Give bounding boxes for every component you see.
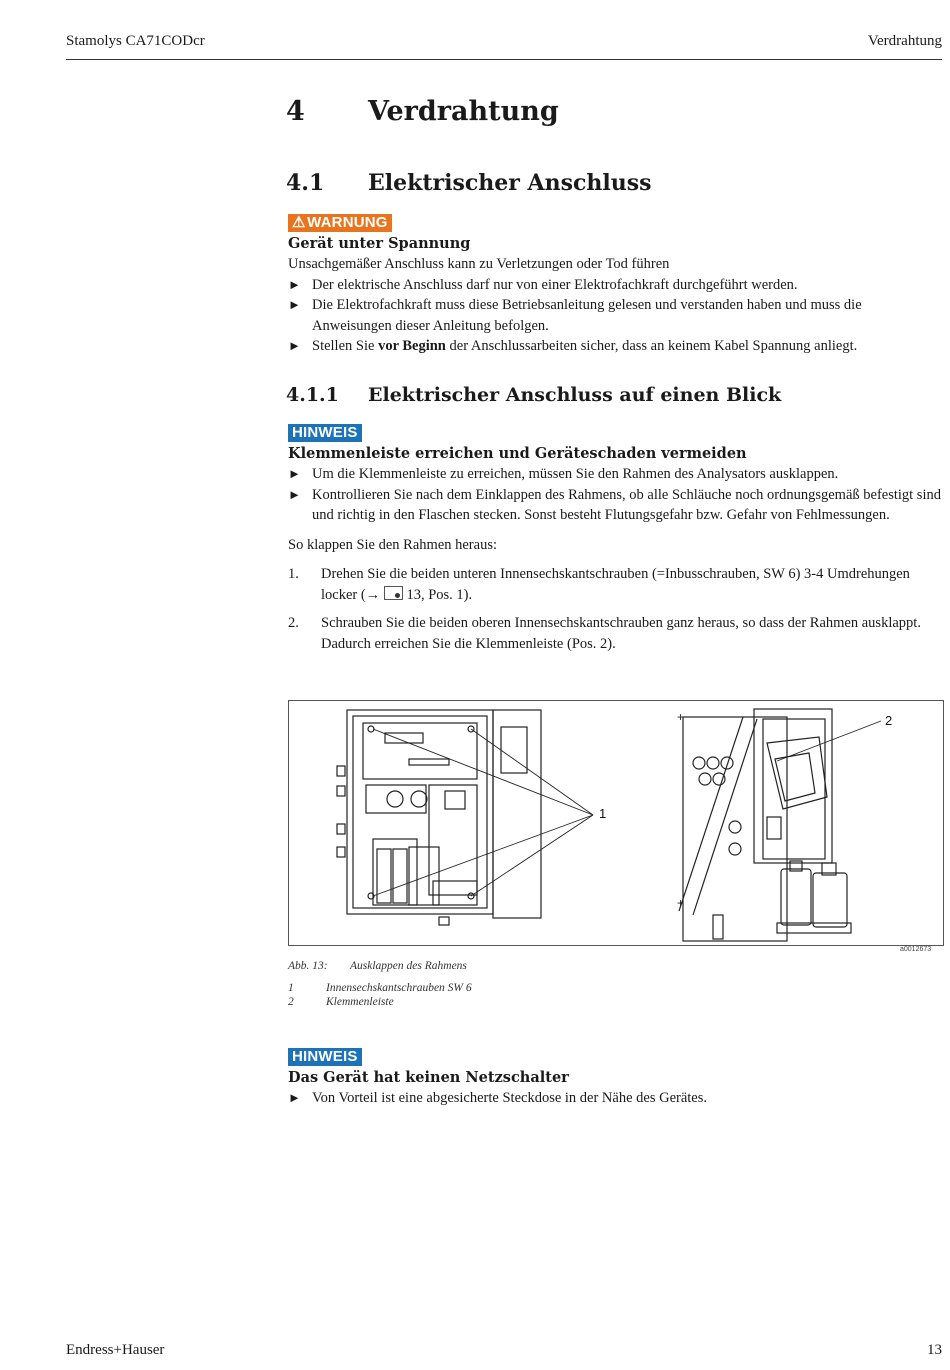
footer-brand: Endress+Hauser bbox=[66, 1342, 165, 1358]
subsection-title: Elektrischer Anschluss auf einen Blick bbox=[368, 384, 782, 406]
warning-heading: Gerät unter Spannung bbox=[288, 234, 471, 252]
warning-badge bbox=[288, 214, 392, 232]
note-badge: HINWEIS bbox=[288, 1048, 362, 1066]
arrow-right-icon: ► bbox=[288, 338, 301, 353]
procedure-step: 1. Drehen Sie die beiden unteren Innensechskantschrauben (=Inbusschrauben, SW 6) 3-4 Umdrehungen locker (→ 13, Pos. 1). bbox=[288, 566, 910, 603]
arrow-right-icon: ► bbox=[288, 1090, 301, 1105]
section-title: Elektrischer Anschluss bbox=[368, 170, 652, 196]
chapter-number: 4 bbox=[286, 96, 305, 127]
note-heading: Das Gerät hat keinen Netzschalter bbox=[288, 1068, 569, 1086]
subsection-heading bbox=[286, 384, 781, 406]
header-rule bbox=[66, 59, 942, 60]
figure-reference-icon[interactable] bbox=[384, 586, 403, 600]
procedure-step: 2. Schrauben Sie die beiden oberen Innensechskantschrauben ganz heraus, so dass der Rahmen ausklappt. Dadurch erreichen Sie die Klemmenleiste (Pos. 2). bbox=[288, 615, 921, 652]
figure-caption: Abb. 13: Ausklappen des Rahmens bbox=[288, 960, 467, 972]
note-block bbox=[288, 1047, 944, 1109]
arrow-right-icon: ► bbox=[288, 276, 301, 292]
chapter-heading bbox=[286, 96, 559, 127]
svg-text:+: + bbox=[677, 710, 685, 724]
legend-item: 1 Innensechskantschrauben SW 6 bbox=[288, 982, 472, 994]
page-number: 13 bbox=[927, 1342, 942, 1358]
procedure-intro: So klappen Sie den Rahmen heraus: bbox=[288, 536, 497, 553]
arrow-right-icon: ► bbox=[288, 486, 301, 502]
arrow-right-icon: ► bbox=[288, 297, 301, 312]
header-chapter: Verdrahtung bbox=[867, 33, 942, 49]
figure-callout: 2 bbox=[885, 713, 893, 728]
subsection-number: 4.1.1 bbox=[286, 384, 339, 406]
warning-triangle-icon: ⚠ bbox=[292, 214, 306, 231]
list-item: ► Stellen Sie vor Beginn der Anschlussarbeiten sicher, dass an keinem Kabel Spannung anliegt. bbox=[288, 336, 944, 357]
figure-frame bbox=[288, 700, 944, 946]
note-block bbox=[288, 423, 944, 654]
warning-block bbox=[288, 213, 944, 357]
figure-callout: 1 bbox=[599, 806, 607, 821]
figure-id: a0012673 bbox=[900, 946, 932, 953]
list-item: ► Um die Klemmenleiste zu erreichen, müssen Sie den Rahmen des Analysators ausklappen. bbox=[288, 464, 944, 485]
warning-intro: Unsachgemäßer Anschluss kann zu Verletzungen oder Tod führen bbox=[288, 256, 670, 272]
analyzer-illustration bbox=[289, 701, 943, 945]
section-heading bbox=[286, 170, 651, 196]
arrow-right-icon: ► bbox=[288, 466, 301, 481]
list-item: ► Kontrollieren Sie nach dem Einklappen des Rahmens, ob alle Schläuche noch ordnungsgemäß befestigt sind und richtig in den Flaschen stecken. Sonst besteht Flutungsgefahr bzw. Gefahr von Fehlmessungen. bbox=[288, 486, 941, 523]
section-number: 4.1 bbox=[286, 170, 325, 196]
note-heading: Klemmenleiste erreichen und Geräteschaden vermeiden bbox=[288, 444, 747, 462]
chapter-title: Verdrahtung bbox=[368, 96, 559, 127]
legend-item: 2 Klemmenleiste bbox=[288, 996, 394, 1008]
note-badge: HINWEIS bbox=[288, 424, 362, 442]
list-item: ► Von Vorteil ist eine abgesicherte Steckdose in der Nähe des Gerätes. bbox=[288, 1088, 944, 1109]
svg-text:+: + bbox=[677, 896, 685, 910]
list-item: ► Der elektrische Anschluss darf nur von einer Elektrofachkraft durchgeführt werden. bbox=[288, 275, 944, 296]
header-product: Stamolys CA71CODcr bbox=[66, 33, 205, 49]
warning-label: WARNUNG bbox=[307, 214, 388, 231]
list-item: ► Die Elektrofachkraft muss diese Betriebsanleitung gelesen und verstanden haben und muss die Anweisungen dieser Anleitung befolgen. bbox=[288, 297, 862, 334]
